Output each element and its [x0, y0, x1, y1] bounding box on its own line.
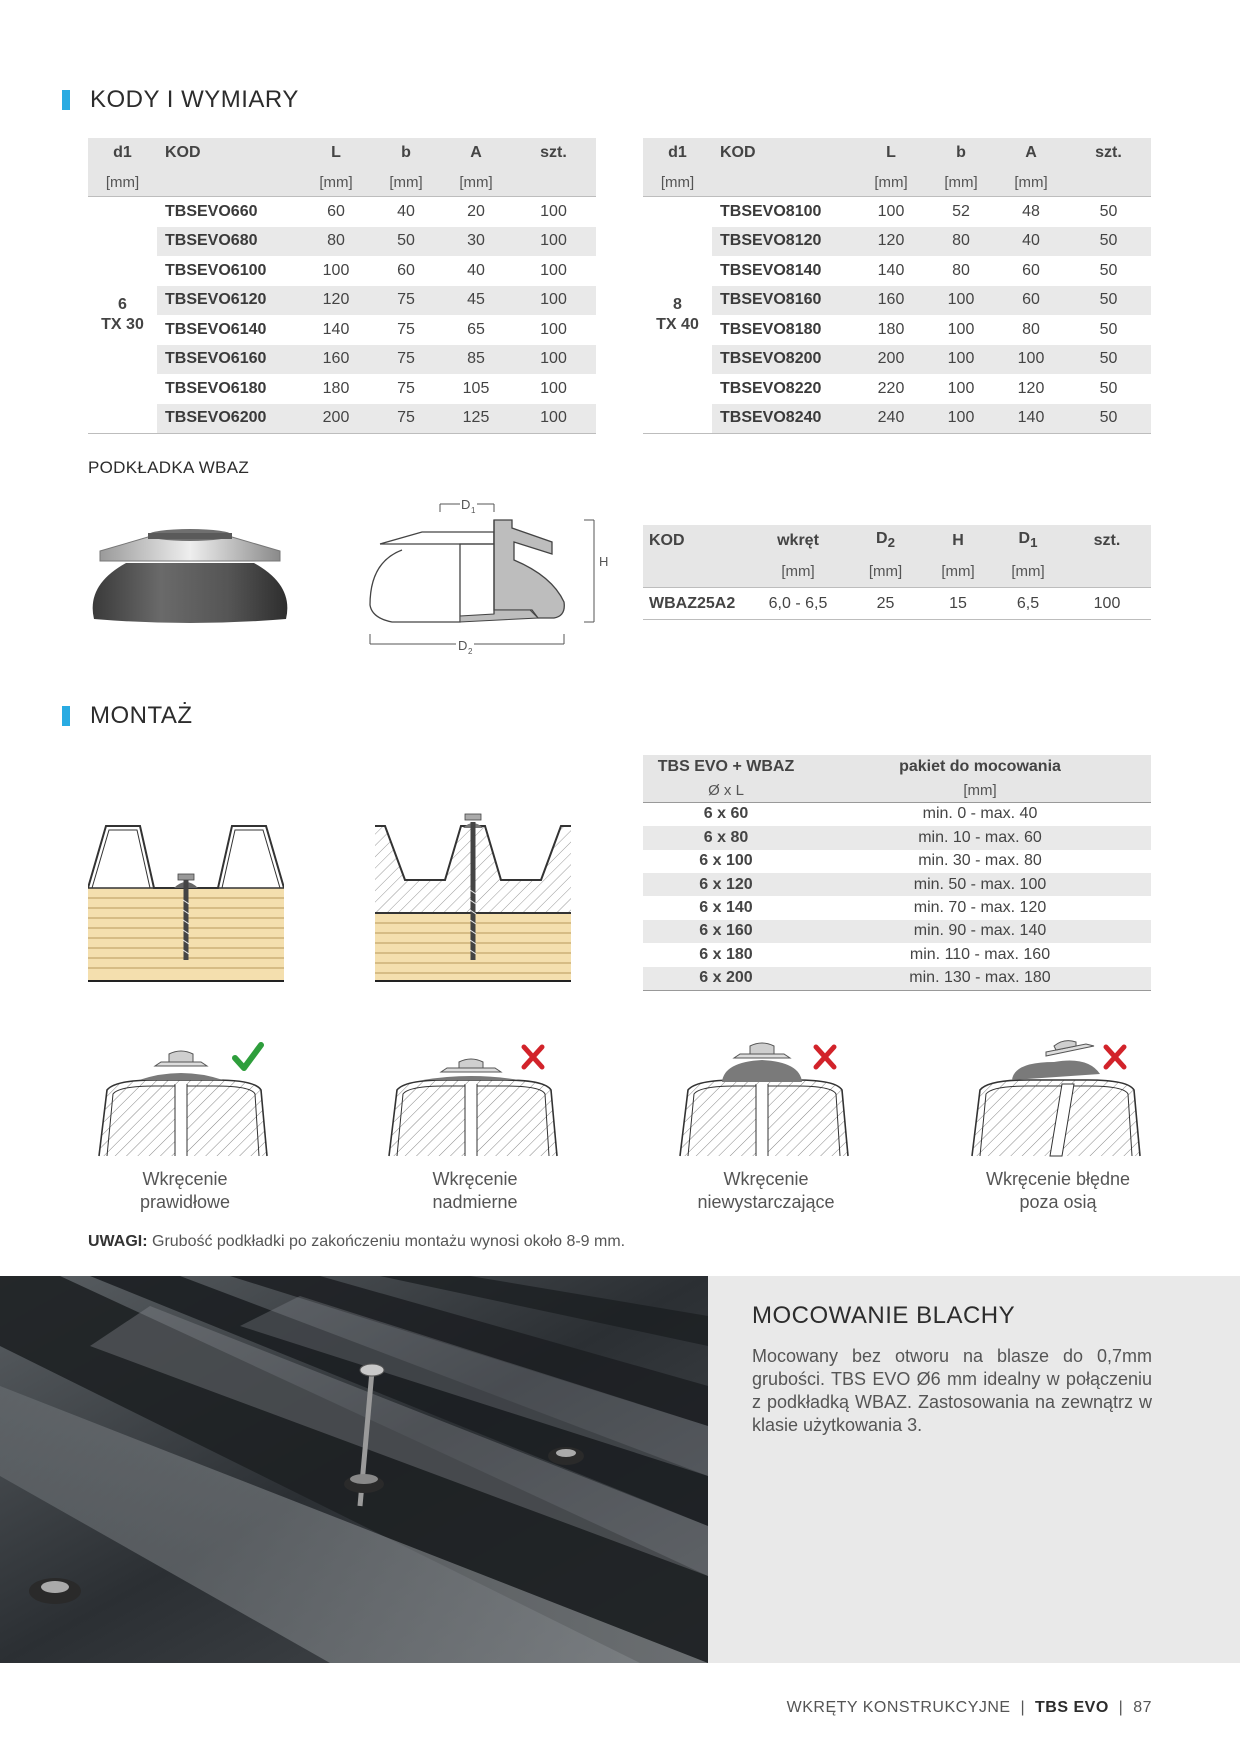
table-row: TBSEVO8120 120 80 40 50 — [643, 227, 1151, 257]
codes-table-right — [643, 138, 1151, 434]
header-d2: $D_2$ — [848, 525, 923, 556]
mounting-text: Mocowany bez otworu na blasze do 0,7mm grubości. TBS EVO Ø6 mm idealny w połączeniu z podkładką WBAZ. Zastosowania na zewnątrz w klasie użytkowania 3. — [752, 1346, 1152, 1435]
unit-l: [mm] — [856, 168, 926, 197]
cross-icon — [1100, 1042, 1130, 1072]
header-szt: szt. — [511, 138, 596, 168]
table-row: 6 x 160 min. 90 - max. 140 — [643, 920, 1151, 943]
d1-sub-label: 1 — [471, 506, 476, 515]
section-title: MONTAŻ — [90, 702, 193, 729]
unit-a: [mm] — [441, 168, 511, 197]
codes-table-left — [88, 138, 596, 434]
unit-a: [mm] — [996, 168, 1066, 197]
check-icon — [232, 1042, 264, 1072]
header-kod: KOD — [157, 138, 301, 168]
d2-sub-label: 2 — [468, 647, 473, 656]
section-assembly-heading — [62, 702, 193, 730]
mounting-panel — [708, 1276, 1240, 1663]
cross-icon — [810, 1042, 840, 1072]
table-row: 8 TX 40 TBSEVO8100 100 52 48 50 — [643, 197, 1151, 227]
table-row: 6 x 60 min. 0 - max. 40 — [703, 805, 1038, 823]
washer-table — [643, 525, 1151, 620]
unit-h: [mm] — [923, 556, 993, 588]
header-szt: szt. — [1066, 138, 1151, 168]
table-row: TBSEVO8220 220 100 120 50 — [720, 379, 1118, 397]
unit-d1: [mm] — [993, 556, 1063, 588]
header-h: H — [923, 525, 993, 556]
table-row: 6 x 100 min. 30 - max. 80 — [699, 852, 1042, 870]
table-row: TBSEVO6200 200 75 125 100 — [88, 404, 596, 434]
page-footer: WKRĘTY KONSTRUKCYJNE | TBS EVO | 87 — [786, 1699, 1152, 1716]
header-kod: KOD — [643, 525, 748, 556]
mounting-title: MOCOWANIE BLACHY — [752, 1302, 1016, 1329]
unit-d1: [mm] — [643, 168, 712, 197]
table-row: TBSEVO8140 140 80 60 50 — [720, 261, 1118, 279]
header-d1: $D_1$ — [993, 525, 1063, 556]
table-row: WBAZ25A2 6,0 - 6,5 25 15 6,5 100 — [643, 588, 1151, 620]
section-marker — [62, 90, 70, 110]
unit-d2: [mm] — [848, 556, 923, 588]
table-row: 6 x 140 min. 70 - max. 120 — [699, 899, 1047, 917]
header-szt: szt. — [1063, 525, 1151, 556]
note-text: UWAGI: Grubość podkładki po zakończeniu montażu wynosi około 8-9 mm. — [88, 1233, 626, 1250]
panel-assembly-diagram — [88, 800, 284, 985]
install-case-caption: Wkręcenie nadmierne — [432, 1169, 518, 1212]
section-marker — [62, 706, 70, 726]
section-codes-heading — [62, 86, 299, 114]
header-a: A — [441, 138, 511, 168]
table-row: 6 x 120 min. 50 - max. 100 — [643, 873, 1151, 896]
group-cell: 6 TX 30 — [88, 197, 157, 434]
header-kod: KOD — [712, 138, 856, 168]
install-case-caption: Wkręcenie błędne poza osią — [985, 1169, 1131, 1212]
unit-b: [mm] — [371, 168, 441, 197]
washer-render-image — [86, 515, 294, 630]
header-l: L — [301, 138, 371, 168]
install-case-caption: Wkręcenie niewystarczające — [697, 1169, 835, 1212]
table-row: 6 x 200 min. 130 - max. 180 — [643, 967, 1151, 991]
unit-size: Ø x L — [643, 778, 809, 802]
table-row: TBSEVO8240 240 100 140 50 — [643, 404, 1151, 434]
unit-wkret: [mm] — [748, 556, 848, 588]
table-row: 6 x 80 min. 10 - max. 60 — [643, 826, 1151, 849]
unit-mm: [mm] — [809, 778, 1151, 802]
header-l: L — [856, 138, 926, 168]
header-d1: d1 — [88, 138, 157, 168]
roof-photo-image — [0, 1276, 708, 1663]
table-row: TBSEVO680 80 50 30 100 — [88, 227, 596, 257]
header-b: b — [926, 138, 996, 168]
table-row: TBSEVO8180 180 100 80 50 — [720, 320, 1118, 338]
table-row: TBSEVO6120 120 75 45 100 — [88, 286, 596, 316]
cross-icon — [518, 1042, 548, 1072]
panel-section-diagram — [375, 800, 571, 985]
unit-d1: [mm] — [88, 168, 157, 197]
group-cell: 8 TX 40 — [643, 197, 712, 434]
section-title: KODY I WYMIARY — [90, 86, 299, 113]
washer-title: PODKŁADKA WBAZ — [88, 458, 250, 477]
table-row: TBSEVO8160 160 100 60 50 — [643, 286, 1151, 316]
d1-label: D — [461, 497, 471, 512]
install-case-caption: Wkręcenie prawidłowe — [139, 1169, 231, 1212]
header-a: A — [996, 138, 1066, 168]
table-row: 6 TX 30 TBSEVO660 60 40 20 100 — [88, 197, 596, 227]
unit-b: [mm] — [926, 168, 996, 197]
table-row: TBSEVO6160 160 75 85 100 — [88, 345, 596, 375]
table-row: TBSEVO6140 140 75 65 100 — [165, 320, 567, 338]
assembly-table — [643, 755, 1151, 991]
table-row: 6 x 180 min. 110 - max. 160 — [699, 945, 1051, 963]
header-b: b — [371, 138, 441, 168]
h-label: H — [599, 554, 609, 569]
header-package: pakiet do mocowania — [809, 755, 1151, 778]
washer-technical-drawing — [362, 490, 612, 665]
header-d1: d1 — [643, 138, 712, 168]
header-wkret: wkręt — [748, 525, 848, 556]
d2-label: D — [458, 638, 468, 653]
table-row: TBSEVO8200 200 100 100 50 — [643, 345, 1151, 375]
header-product: TBS EVO + WBAZ — [643, 755, 809, 778]
table-row: TBSEVO6180 180 75 105 100 — [165, 379, 567, 397]
table-row: TBSEVO6100 100 60 40 100 — [165, 261, 567, 279]
unit-l: [mm] — [301, 168, 371, 197]
